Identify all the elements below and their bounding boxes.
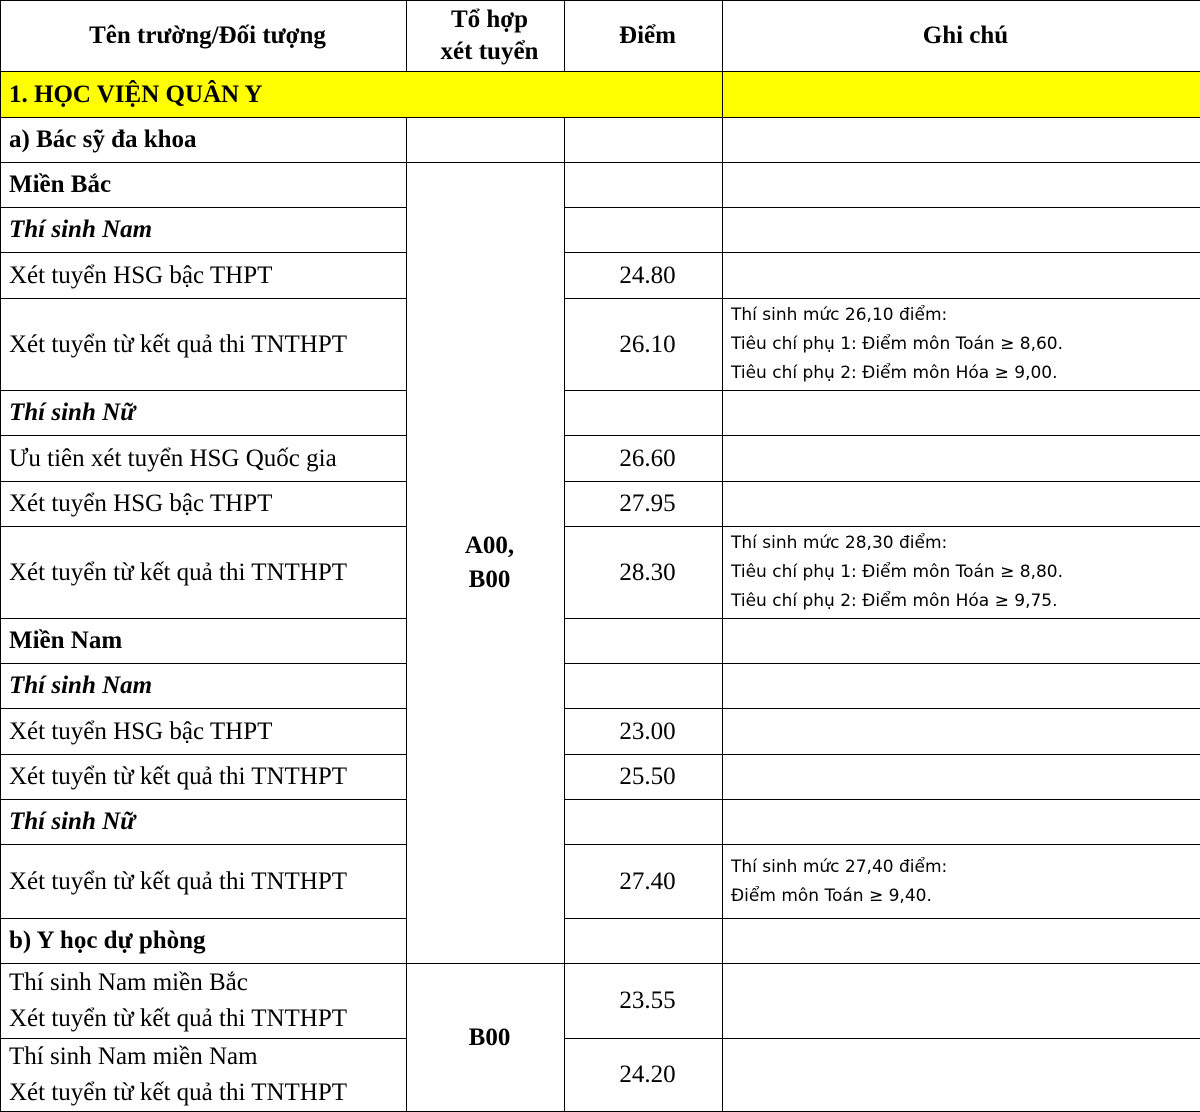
group-row — [1, 391, 1200, 436]
region-row — [1, 163, 1200, 208]
empty-cell — [565, 118, 723, 163]
note-line: Thí sinh mức 26,10 điểm: — [731, 301, 1200, 330]
empty-cell — [723, 163, 1200, 208]
table-row — [1, 299, 1200, 391]
group-label: Thí sinh Nữ — [1, 800, 407, 845]
empty-cell — [565, 391, 723, 436]
header-combination — [407, 1, 565, 72]
empty-cell — [723, 208, 1200, 253]
header-combination-line1: Tổ hợp — [451, 6, 528, 33]
table-row — [1, 527, 1200, 619]
note-line: Tiêu chí phụ 1: Điểm môn Toán ≥ 8,80. — [731, 558, 1200, 587]
score-cell: 27.40 — [565, 845, 723, 919]
empty-cell — [565, 163, 723, 208]
row-label-line1: Thí sinh Nam miền Nam — [9, 1039, 406, 1075]
table-row — [1, 845, 1200, 919]
empty-cell — [407, 118, 565, 163]
group-row — [1, 800, 1200, 845]
empty-cell — [723, 391, 1200, 436]
table-row — [1, 482, 1200, 527]
note-line: Tiêu chí phụ 2: Điểm môn Hóa ≥ 9,75. — [731, 587, 1200, 616]
combination-a-line1: A00, — [465, 532, 514, 559]
row-label: Xét tuyển từ kết quả thi TNTHPT — [1, 299, 407, 391]
note-line: Thí sinh mức 28,30 điểm: — [731, 529, 1200, 558]
note-cell — [723, 709, 1200, 755]
score-cell: 25.50 — [565, 755, 723, 800]
row-label — [1, 964, 407, 1039]
school-name: 1. HỌC VIỆN QUÂN Y — [1, 72, 723, 118]
empty-cell — [565, 800, 723, 845]
note-line: Thí sinh mức 27,40 điểm: — [731, 853, 1200, 882]
score-cell: 23.55 — [565, 964, 723, 1039]
group-label: Thí sinh Nam — [1, 208, 407, 253]
combination-a — [407, 163, 565, 964]
row-label: Ưu tiên xét tuyển HSG Quốc gia — [1, 436, 407, 482]
header-combination-line2: xét tuyển — [441, 38, 539, 65]
score-cell: 28.30 — [565, 527, 723, 619]
row-label-line2: Xét tuyển từ kết quả thi TNTHPT — [9, 1075, 406, 1111]
group-row — [1, 664, 1200, 709]
region-north: Miền Bắc — [1, 163, 407, 208]
region-row — [1, 619, 1200, 664]
note-line: Tiêu chí phụ 1: Điểm môn Toán ≥ 8,60. — [731, 330, 1200, 359]
note-cell — [723, 253, 1200, 299]
empty-cell — [723, 664, 1200, 709]
score-cell: 24.20 — [565, 1039, 723, 1112]
table-row — [1, 755, 1200, 800]
empty-cell — [565, 919, 723, 964]
empty-cell — [565, 619, 723, 664]
section-a-row — [1, 118, 1200, 163]
note-cell — [723, 964, 1200, 1039]
note-cell — [723, 1039, 1200, 1112]
row-label: Xét tuyển từ kết quả thi TNTHPT — [1, 755, 407, 800]
row-label: Xét tuyển từ kết quả thi TNTHPT — [1, 845, 407, 919]
group-row — [1, 208, 1200, 253]
note-cell — [723, 299, 1200, 391]
table-row — [1, 964, 1200, 1039]
score-cell: 23.00 — [565, 709, 723, 755]
row-label: Xét tuyển HSG bậc THPT — [1, 482, 407, 527]
header-target: Tên trường/Đối tượng — [1, 1, 407, 72]
score-cell: 24.80 — [565, 253, 723, 299]
note-cell — [723, 845, 1200, 919]
section-b-row — [1, 919, 1200, 964]
header-score: Điểm — [565, 1, 723, 72]
row-label: Xét tuyển HSG bậc THPT — [1, 709, 407, 755]
group-label: Thí sinh Nữ — [1, 391, 407, 436]
note-cell — [723, 755, 1200, 800]
score-cell: 26.60 — [565, 436, 723, 482]
school-notes-cell — [723, 72, 1200, 118]
empty-cell — [723, 118, 1200, 163]
empty-cell — [723, 619, 1200, 664]
row-label — [1, 1039, 407, 1112]
table-row — [1, 1039, 1200, 1112]
score-cell: 26.10 — [565, 299, 723, 391]
school-row — [1, 72, 1200, 118]
combination-a-line2: B00 — [469, 566, 511, 593]
empty-cell — [723, 800, 1200, 845]
row-label: Xét tuyển từ kết quả thi TNTHPT — [1, 527, 407, 619]
row-label-line2: Xét tuyển từ kết quả thi TNTHPT — [9, 1001, 406, 1037]
empty-cell — [565, 208, 723, 253]
section-b-title: b) Y học dự phòng — [1, 919, 407, 964]
table-row — [1, 253, 1200, 299]
note-line: Tiêu chí phụ 2: Điểm môn Hóa ≥ 9,00. — [731, 359, 1200, 388]
note-line: Điểm môn Toán ≥ 9,40. — [731, 882, 1200, 911]
table-row — [1, 709, 1200, 755]
empty-cell — [723, 919, 1200, 964]
note-cell — [723, 436, 1200, 482]
combination-b: B00 — [407, 964, 565, 1112]
header-notes: Ghi chú — [723, 1, 1200, 72]
group-label: Thí sinh Nam — [1, 664, 407, 709]
empty-cell — [565, 664, 723, 709]
note-cell — [723, 527, 1200, 619]
section-a-title: a) Bác sỹ đa khoa — [1, 118, 407, 163]
table-row — [1, 436, 1200, 482]
region-south: Miền Nam — [1, 619, 407, 664]
header-row — [1, 1, 1200, 72]
score-cell: 27.95 — [565, 482, 723, 527]
note-cell — [723, 482, 1200, 527]
row-label: Xét tuyển HSG bậc THPT — [1, 253, 407, 299]
row-label-line1: Thí sinh Nam miền Bắc — [9, 965, 406, 1001]
